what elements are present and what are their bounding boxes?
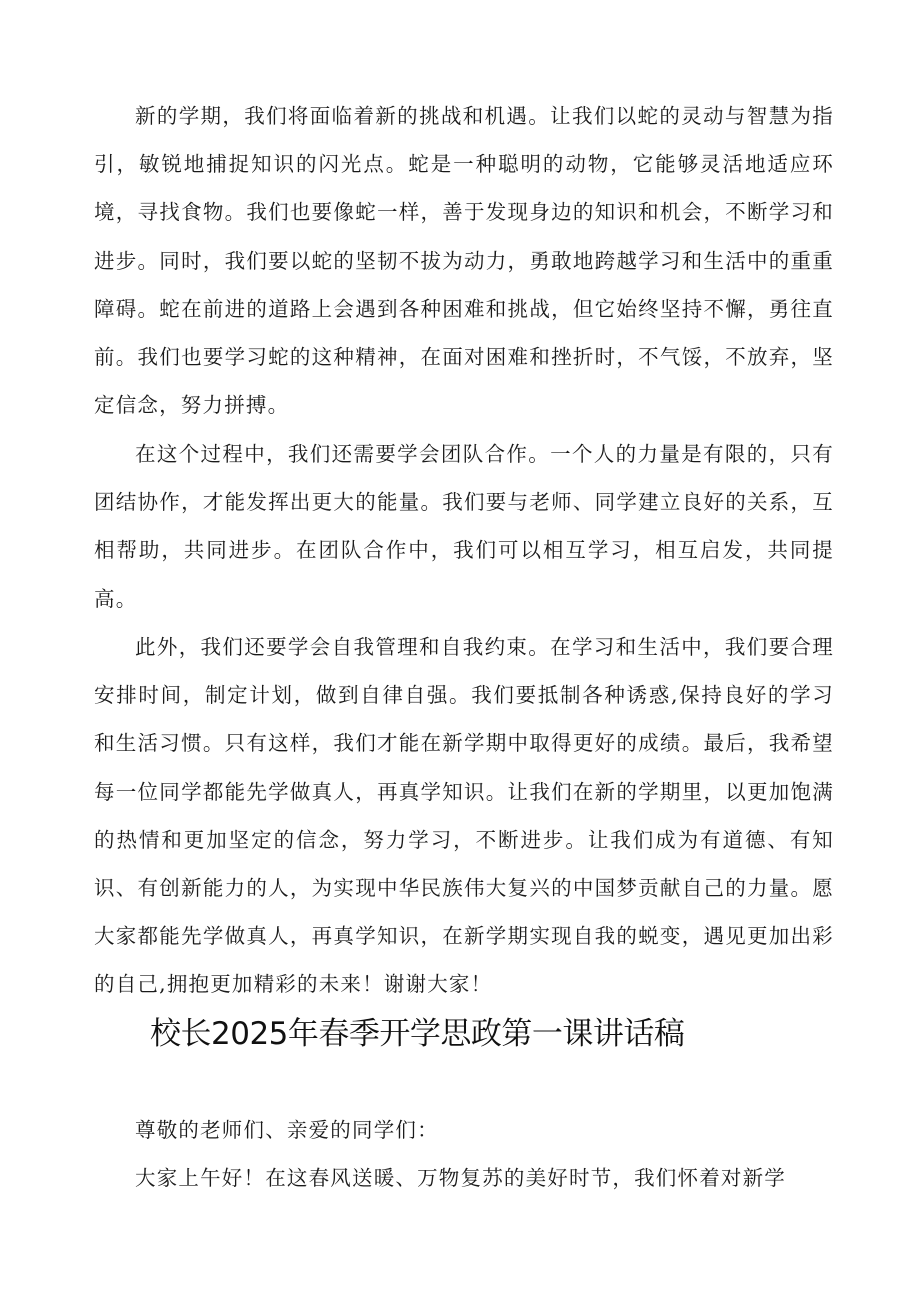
greeting-line: 大家上午好！在这春风送暖、万物复苏的美好时节，我们怀着对新学 — [135, 1166, 786, 1190]
speech-title: 校长2025年春季开学思政第一课讲话稿 — [150, 1016, 685, 1052]
salutation-line: 尊敬的老师们、亲爱的同学们： — [135, 1118, 439, 1142]
paragraph-teamwork: 在这个过程中，我们还需要学会团队合作。一个人的力量是有限的，只有团结协作，才能发挥出更大的能量。我们要与老师、同学建立良好的关系，互相帮助，共同进步。在团队合作中，我们可以相互学习，相互启发，共同提高。 — [94, 442, 834, 611]
paragraph-snake-spirit: 新的学期，我们将面临着新的挑战和机遇。让我们以蛇的灵动与智慧为指引，敏锐地捕捉知识的闪光点。蛇是一种聪明的动物，它能够灵活地适应环境，寻找食物。我们也要像蛇一样，善于发现身边的知识和机会，不断学习和进步。同时，我们要以蛇的坚韧不拔为动力，勇敢地跨越学习和生活中的重重障碍。蛇在前进的道路上会遇到各种困难和挑战，但它始终坚持不懈，勇往直前。我们也要学习蛇的这种精神，在面对困难和挫折时，不气馁，不放弃，坚定信念，努力拼搏。 — [94, 104, 834, 418]
paragraph-self-management: 此外，我们还要学会自我管理和自我约束。在学习和生活中，我们要合理安排时间，制定计划，做到自律自强。我们要抵制各种诱惑,保持良好的学习和生活习惯。只有这样，我们才能在新学期中取得更好的成绩。最后，我希望每一位同学都能先学做真人，再真学知识。让我们在新的学期里，以更加饱满的热情和更加坚定的信念，努力学习，不断进步。让我们成为有道德、有知识、有创新能力的人，为实现中华民族伟大复兴的中国梦贡献自己的力量。愿大家都能先学做真人，再真学知识，在新学期实现自我的蜕变，遇见更加出彩的自己,拥抱更加精彩的未来！谢谢大家！ — [94, 635, 834, 997]
